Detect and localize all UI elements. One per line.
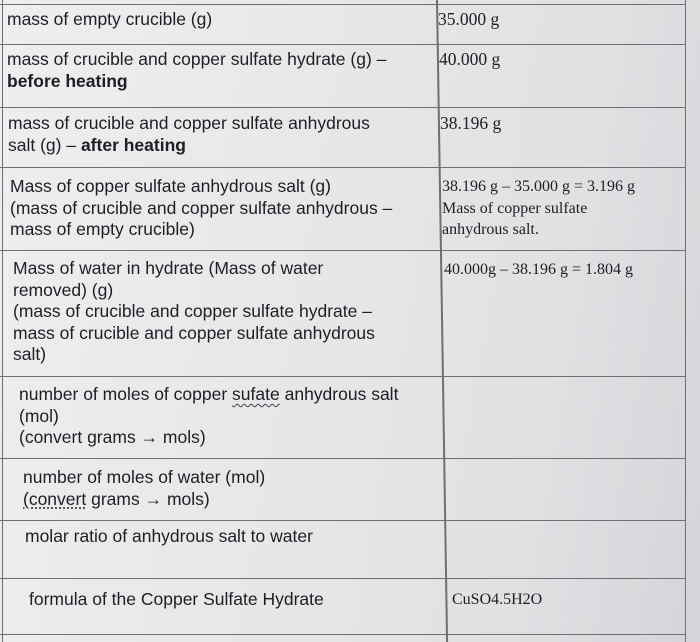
table-row-label [10, 176, 392, 241]
table-row-label [25, 526, 313, 548]
row-divider [0, 167, 686, 168]
value-line: 40.000g – 38.196 g = 1.804 g [444, 261, 634, 278]
table-row-label [19, 384, 398, 449]
row-divider [0, 376, 686, 377]
label-line [8, 135, 370, 157]
row-divider [0, 107, 686, 108]
label-line: molar ratio of anhydrous salt to water [25, 526, 313, 546]
table-row-label [13, 258, 375, 366]
table-row-value [438, 9, 499, 31]
label-line: (mol) [19, 405, 59, 426]
table-row-label [7, 49, 386, 92]
label-line: Mass of copper sulfate anhydrous salt (g) [10, 176, 331, 196]
label-line: mass of crucible and copper sulfate anhydrous [8, 113, 370, 133]
label-line: mass of empty crucible (g) [7, 9, 213, 29]
value-line: CuSO4.5H2O [452, 591, 543, 608]
label-fragment: anhydrous salt [284, 384, 399, 404]
row-divider [0, 578, 686, 579]
table-row-value [452, 589, 542, 611]
label-line: mass of empty crucible) [10, 219, 195, 239]
table-row-label [29, 589, 324, 611]
table-row-value [440, 113, 501, 135]
label-fragment: number of moles of copper [19, 384, 228, 404]
value-line: 38.196 g [440, 113, 502, 133]
table-border-right [685, 0, 686, 642]
label-line: mass of crucible and copper sulfate hydrate (g) – [7, 49, 387, 69]
value-line: 35.000 g [438, 9, 500, 29]
table-row-value [439, 49, 500, 71]
label-line-emphasis: after heating [80, 134, 186, 155]
table-row-value [442, 176, 635, 241]
value-line: Mass of copper sulfate [442, 199, 588, 217]
label-line [23, 489, 265, 511]
value-line: anhydrous salt. [442, 221, 539, 238]
table-border-left [2, 0, 3, 642]
value-line: 38.196 g – 35.000 g = 3.196 g [442, 178, 636, 195]
table-row-value [444, 259, 633, 281]
misspelled-word: sufate [232, 384, 280, 404]
row-divider [0, 458, 686, 459]
label-line: formula of the Copper Sulfate Hydrate [29, 589, 324, 609]
label-line [19, 384, 398, 406]
table-row-label [8, 113, 370, 156]
label-line-emphasis: before heating [7, 70, 128, 91]
row-divider [0, 634, 686, 635]
label-line: (mass of crucible and copper sulfate hydrate – [13, 301, 372, 321]
table-row-label [7, 9, 212, 31]
row-divider [0, 4, 686, 5]
label-fragment: grams → mols) [91, 488, 210, 509]
label-line: salt) [13, 344, 47, 364]
label-line: removed) (g) [13, 279, 114, 300]
column-divider [436, 0, 448, 642]
label-line: (convert grams → mols) [19, 427, 206, 447]
label-line: (mass of crucible and copper sulfate anhydrous – [10, 197, 393, 218]
table-row-label [23, 467, 265, 510]
label-line: mass of crucible and copper sulfate anhydrous [13, 322, 375, 343]
underlined-word: (convert [23, 488, 87, 509]
row-divider [0, 520, 686, 521]
label-line: Mass of water in hydrate (Mass of water [13, 258, 324, 278]
label-line: number of moles of water (mol) [23, 467, 266, 487]
label-fragment: salt (g) – [8, 134, 77, 155]
row-divider [0, 44, 686, 45]
row-divider [0, 250, 686, 251]
value-line: 40.000 g [439, 49, 501, 69]
